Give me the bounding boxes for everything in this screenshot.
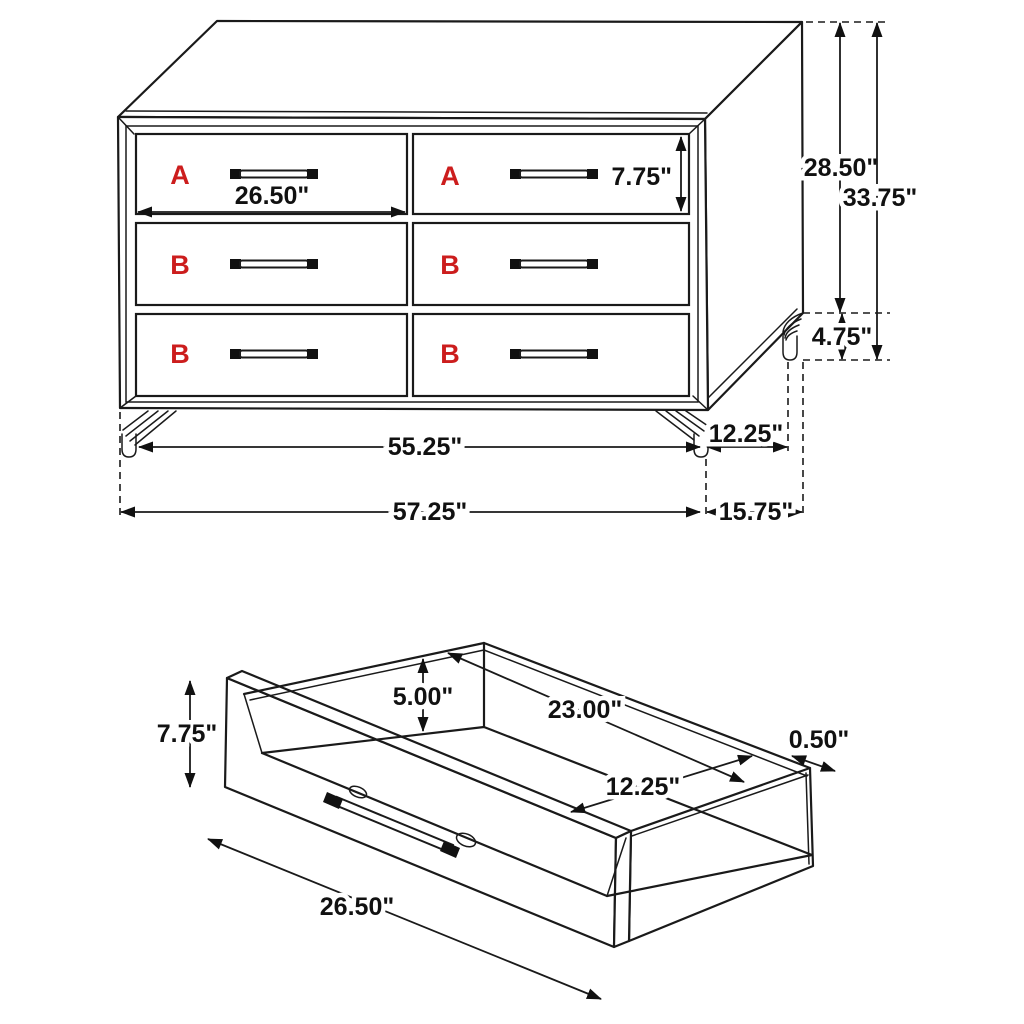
dim-leg-span-depth: 12.25" — [708, 420, 784, 448]
drawer-box-figure — [157, 643, 850, 999]
handle — [510, 349, 598, 359]
dim-case-height: 28.50" — [803, 154, 879, 182]
handle — [230, 169, 318, 179]
drawer-label-b-bot-left: B — [170, 339, 190, 369]
handle — [230, 259, 318, 269]
dim-interior-depth: 12.25" — [605, 773, 681, 801]
dim-total-width: 57.25" — [392, 498, 468, 526]
dim-interior-width: 23.00" — [547, 696, 623, 724]
dresser-top-face — [118, 21, 802, 119]
front-left-leg — [122, 411, 176, 457]
drawer-label-b-mid-left: B — [170, 250, 190, 280]
handle — [510, 259, 598, 269]
dim-leg-height: 4.75" — [811, 323, 873, 351]
dim-total-height: 33.75" — [842, 184, 918, 212]
drawer-label-a-right: A — [440, 161, 460, 191]
drawer-label-a-left: A — [170, 160, 190, 190]
front-right-leg — [656, 411, 708, 457]
handle — [510, 169, 598, 179]
dresser-figure — [118, 21, 917, 526]
dim-drawer-width: 26.50" — [234, 182, 310, 210]
drawer-label-b-mid-right: B — [440, 250, 460, 280]
dim-panel-thickness: 0.50" — [788, 726, 850, 754]
dim-total-depth: 15.75" — [718, 498, 794, 526]
dim-interior-height: 5.00" — [392, 683, 454, 711]
dim-front-height: 7.75" — [156, 720, 218, 748]
dim-front-width: 26.50" — [319, 893, 395, 921]
handle — [230, 349, 318, 359]
drawer-label-b-bot-right: B — [440, 339, 460, 369]
dim-leg-span-width: 55.25" — [387, 433, 463, 461]
dim-drawer-height: 7.75" — [611, 163, 672, 191]
